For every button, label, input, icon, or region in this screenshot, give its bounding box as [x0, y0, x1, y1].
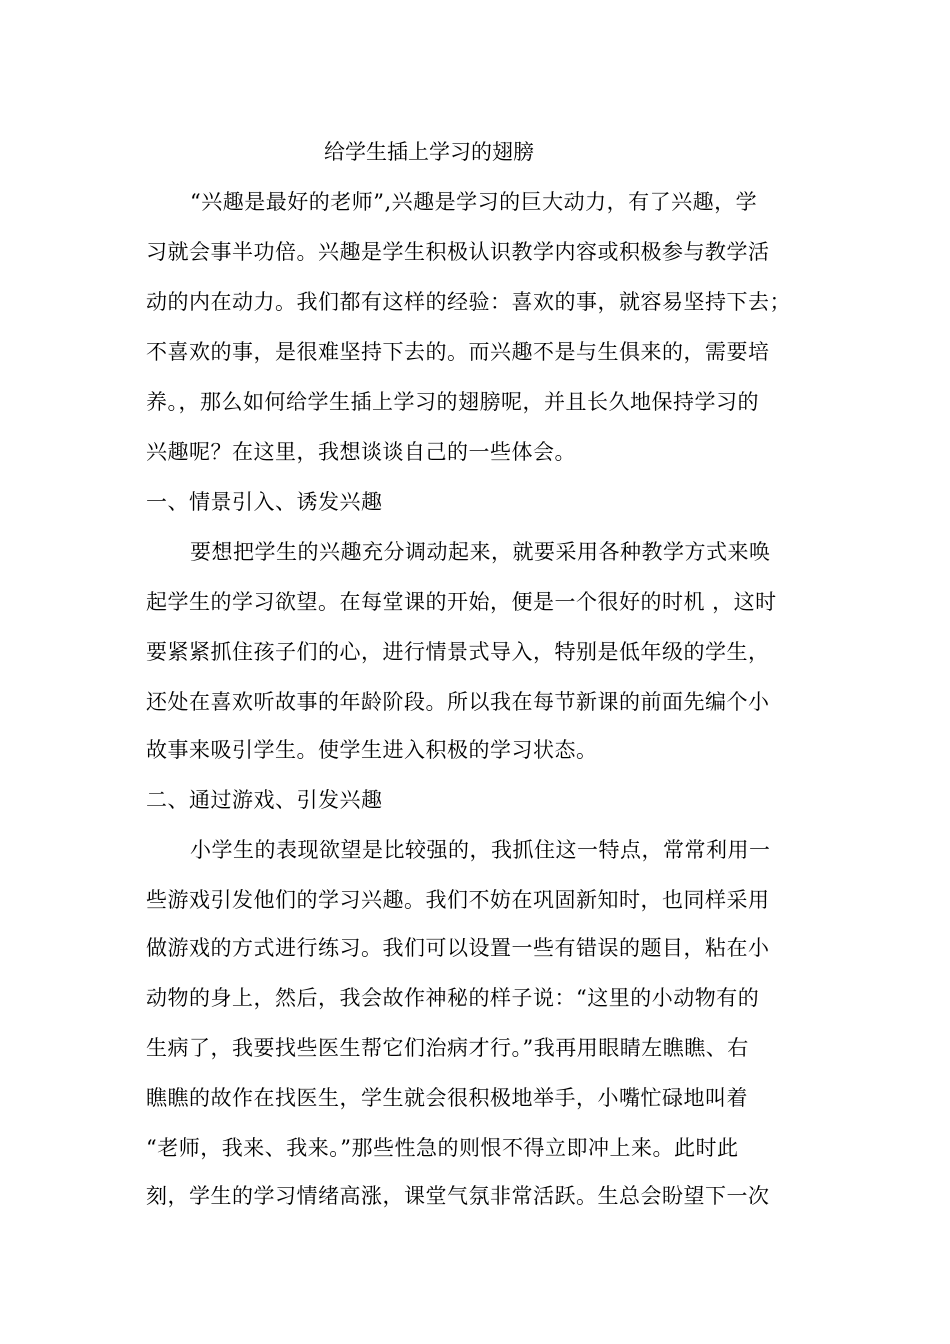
- paragraph-line: “兴趣是最好的老师”,兴趣是学习的巨大动力，有了兴趣，学: [190, 190, 758, 214]
- paragraph-line: 起学生的学习欲望。在每堂课的开始，便是一个很好的时机 ，这时: [146, 590, 777, 614]
- paragraph-line: 养。，那么如何给学生插上学习的翅膀呢，并且长久地保持学习的: [146, 390, 759, 414]
- paragraph-line: 做游戏的方式进行练习。我们可以设置一些有错误的题目，粘在小: [146, 936, 770, 960]
- paragraph-line: 要紧紧抓住孩子们的心，进行情景式导入，特别是低年级的学生，: [146, 640, 770, 664]
- paragraph-line: 动物的身上，然后，我会故作神秘的样子说：“这里的小动物有的: [146, 986, 760, 1010]
- paragraph-line: 生病了，我要找些医生帮它们治病才行。”我再用眼睛左瞧瞧、右: [146, 1036, 749, 1060]
- section-heading-1: 一、情景引入、诱发兴趣: [146, 490, 383, 514]
- paragraph-line: 刻，学生的学习情绪高涨，课堂气氛非常活跃。生总会盼望下一次: [146, 1184, 770, 1208]
- paragraph-line: 不喜欢的事，是很难坚持下去的。而兴趣不是与生俱来的，需要培: [146, 340, 770, 364]
- paragraph-line: “老师，我来、我来。”那些性急的则恨不得立即冲上来。此时此: [146, 1136, 739, 1160]
- paragraph-line: 习就会事半功倍。兴趣是学生积极认识教学内容或积极参与教学活: [146, 240, 770, 264]
- document-title: 给学生插上学习的翅膀: [324, 140, 534, 164]
- paragraph-line: 些游戏引发他们的学习兴趣。我们不妨在巩固新知时，也同样采用: [146, 888, 770, 912]
- paragraph-line: 动的内在动力。我们都有这样的经验：喜欢的事，就容易坚持下去；: [146, 290, 791, 314]
- paragraph-line: 要想把学生的兴趣充分调动起来，就要采用各种教学方式来唤: [190, 540, 771, 564]
- paragraph-line: 还处在喜欢听故事的年龄阶段。所以我在每节新课的前面先编个小: [146, 690, 770, 714]
- section-heading-2: 二、通过游戏、引发兴趣: [146, 788, 383, 812]
- paragraph-line: 兴趣呢？在这里，我想谈谈自己的一些体会。: [146, 440, 576, 464]
- paragraph-line: 瞧瞧的故作在找医生，学生就会很积极地举手，小嘴忙碌地叫着: [146, 1086, 748, 1110]
- paragraph-line: 故事来吸引学生。使学生进入积极的学习状态。: [146, 738, 598, 762]
- paragraph-line: 小学生的表现欲望是比较强的，我抓住这一特点，常常利用一: [190, 838, 771, 862]
